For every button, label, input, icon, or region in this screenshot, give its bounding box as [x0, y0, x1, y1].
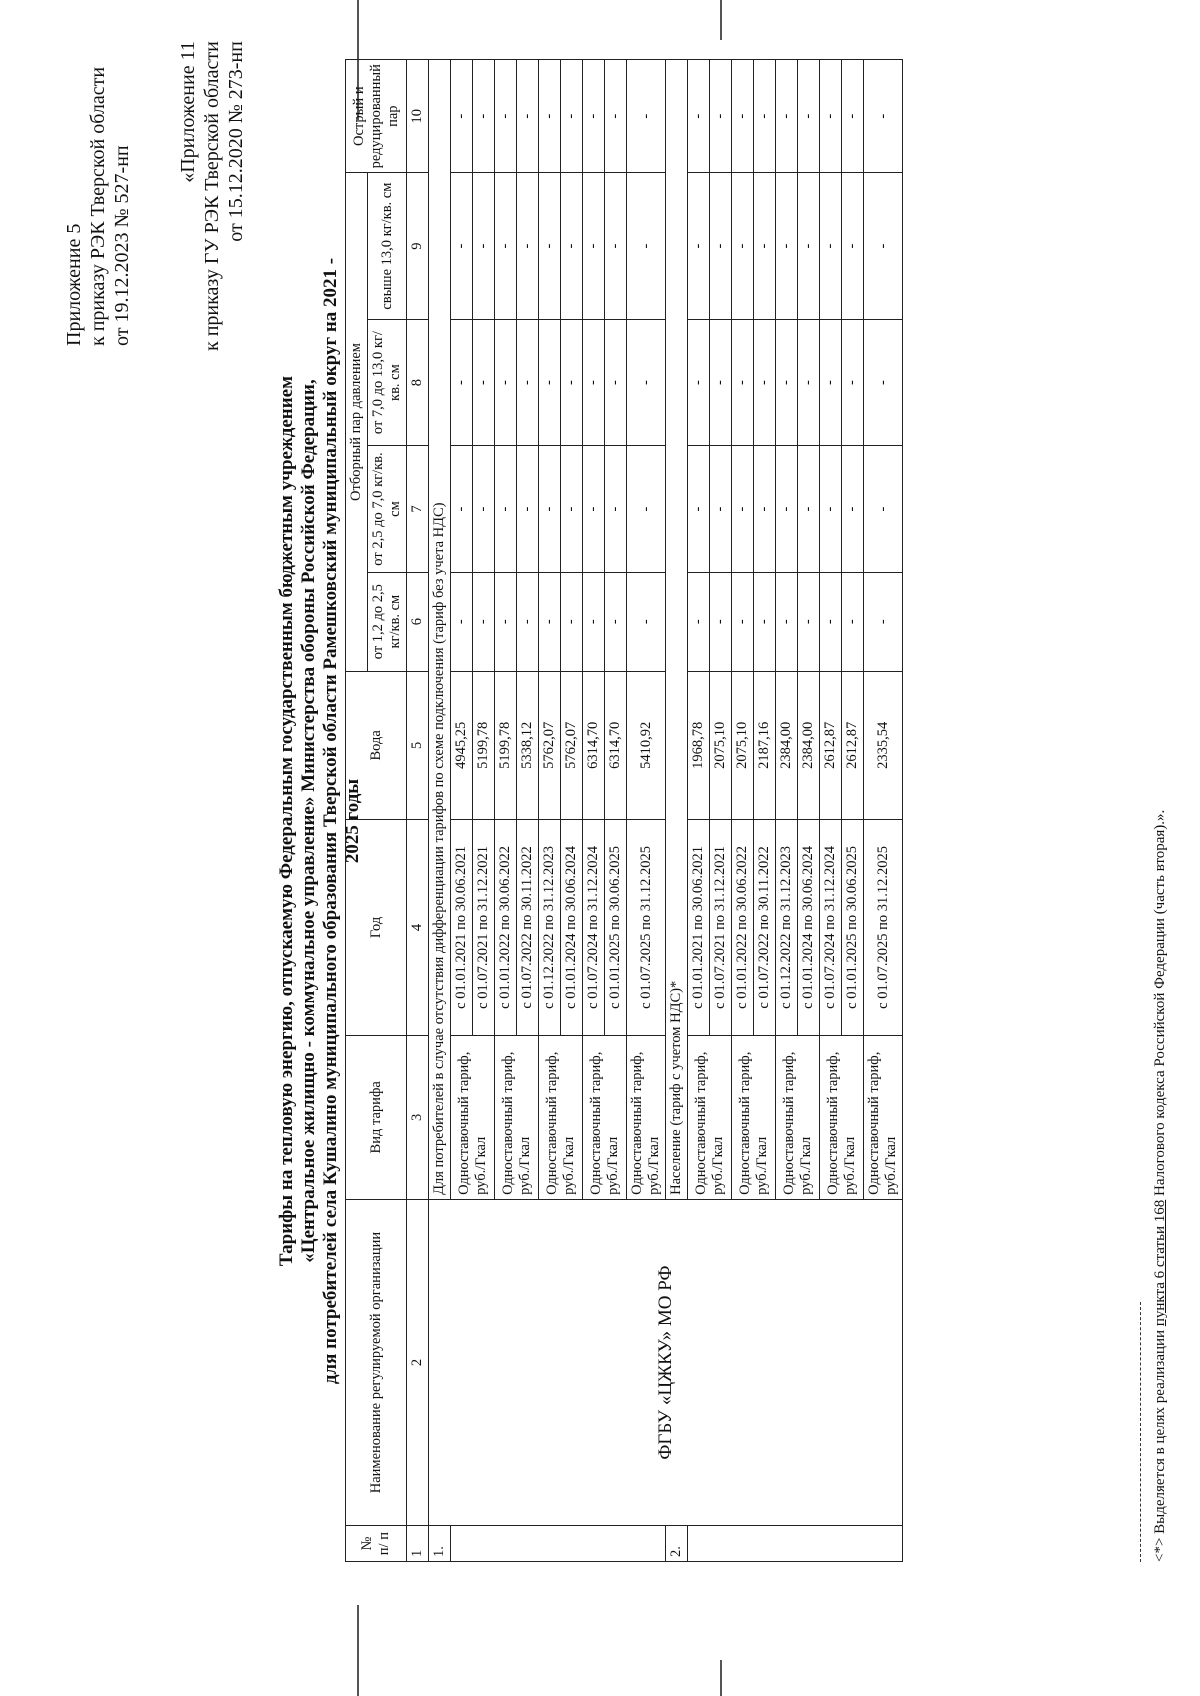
steam-tariff-cell: -	[517, 60, 539, 173]
steam-tariff-cell: -	[495, 60, 517, 173]
steam-tariff-cell: -	[754, 319, 776, 446]
steam-tariff-cell: -	[605, 446, 627, 572]
steam-tariff-cell: -	[688, 572, 710, 671]
col-number: 9	[407, 173, 429, 319]
steam-tariff-cell: -	[517, 319, 539, 446]
water-tariff-cell: 5199,78	[473, 671, 495, 820]
steam-tariff-cell: -	[583, 572, 605, 671]
footnote-link: пункта 6 статьи 168	[1152, 1199, 1168, 1327]
steam-tariff-cell: -	[864, 173, 903, 319]
water-tariff-cell: 6314,70	[605, 671, 627, 820]
col-number: 2	[407, 1199, 429, 1525]
table-body	[429, 60, 903, 1562]
steam-tariff-cell: -	[864, 446, 903, 572]
steam-tariff-cell: -	[732, 446, 754, 572]
water-tariff-cell: 5762,07	[539, 671, 561, 820]
steam-tariff-cell: -	[473, 572, 495, 671]
steam-tariff-cell: -	[539, 319, 561, 446]
water-tariff-cell: 5762,07	[561, 671, 583, 820]
steam-tariff-cell: -	[732, 319, 754, 446]
steam-tariff-cell: -	[539, 446, 561, 572]
steam-tariff-cell: -	[583, 173, 605, 319]
steam-tariff-cell: -	[732, 60, 754, 173]
steam-tariff-cell: -	[583, 446, 605, 572]
column-number-row	[407, 60, 429, 1562]
steam-tariff-cell: -	[754, 446, 776, 572]
steam-tariff-cell: -	[473, 446, 495, 572]
steam-tariff-cell: -	[539, 60, 561, 173]
steam-tariff-cell: -	[561, 60, 583, 173]
steam-tariff-cell: -	[842, 60, 864, 173]
steam-tariff-cell: -	[451, 60, 473, 173]
appendix-previous	[176, 41, 248, 351]
appendix-line: Приложение 5	[63, 223, 85, 346]
header-p1: от 1,2 до 2,5 кг/кв. см	[368, 572, 407, 671]
steam-tariff-cell: -	[627, 60, 666, 173]
tariff-type-cell: Одноставочный тариф, руб./Гкал	[451, 1035, 495, 1199]
water-tariff-cell: 6314,70	[583, 671, 605, 820]
col-number: 3	[407, 1035, 429, 1199]
section-title: Население (тариф с учетом НДС)*	[666, 60, 688, 1200]
col-number: 7	[407, 446, 429, 572]
steam-tariff-cell: -	[451, 446, 473, 572]
period-cell: с 01.01.2024 по 30.06.2024	[798, 820, 820, 1036]
steam-tariff-cell: -	[820, 319, 842, 446]
tariff-table	[345, 59, 903, 1562]
steam-tariff-cell: -	[517, 173, 539, 319]
period-cell: с 01.07.2021 по 31.12.2021	[473, 820, 495, 1036]
steam-tariff-cell: -	[688, 319, 710, 446]
period-cell: с 01.01.2021 по 30.06.2021	[688, 820, 710, 1036]
steam-tariff-cell: -	[842, 173, 864, 319]
header-org: Наименование регулируемой организации	[346, 1199, 407, 1525]
tariff-type-cell: Одноставочный тариф, руб./Гкал	[583, 1035, 627, 1199]
period-cell: с 01.01.2022 по 30.06.2022	[495, 820, 517, 1036]
period-cell: с 01.07.2025 по 31.12.2025	[627, 820, 666, 1036]
steam-tariff-cell: -	[561, 319, 583, 446]
steam-tariff-cell: -	[842, 319, 864, 446]
header-water: Вода	[346, 671, 407, 820]
steam-tariff-cell: -	[473, 60, 495, 173]
steam-tariff-cell: -	[710, 60, 732, 173]
tariff-type-cell: Одноставочный тариф, руб./Гкал	[776, 1035, 820, 1199]
period-cell: с 01.01.2021 по 30.06.2021	[451, 820, 473, 1036]
water-tariff-cell: 2187,16	[754, 671, 776, 820]
steam-tariff-cell: -	[561, 572, 583, 671]
steam-tariff-cell: -	[842, 446, 864, 572]
steam-tariff-cell: -	[605, 572, 627, 671]
steam-tariff-cell: -	[451, 173, 473, 319]
steam-tariff-cell: -	[583, 319, 605, 446]
steam-tariff-cell: -	[605, 60, 627, 173]
steam-tariff-cell: -	[798, 173, 820, 319]
steam-tariff-cell: -	[495, 173, 517, 319]
steam-tariff-cell: -	[583, 60, 605, 173]
steam-tariff-cell: -	[864, 572, 903, 671]
tariff-type-cell: Одноставочный тариф, руб./Гкал	[820, 1035, 864, 1199]
steam-tariff-cell: -	[605, 173, 627, 319]
steam-tariff-cell: -	[732, 572, 754, 671]
steam-tariff-cell: -	[798, 60, 820, 173]
period-cell: с 01.01.2025 по 30.06.2025	[842, 820, 864, 1036]
water-tariff-cell: 2075,10	[732, 671, 754, 820]
steam-tariff-cell: -	[688, 60, 710, 173]
section-row	[429, 60, 451, 1562]
steam-tariff-cell: -	[754, 572, 776, 671]
period-cell: с 01.01.2024 по 30.06.2024	[561, 820, 583, 1036]
steam-tariff-cell: -	[798, 446, 820, 572]
steam-tariff-cell: -	[710, 319, 732, 446]
steam-tariff-cell: -	[627, 319, 666, 446]
steam-tariff-cell: -	[820, 60, 842, 173]
steam-tariff-cell: -	[842, 572, 864, 671]
header-type: Вид тарифа	[346, 1035, 407, 1199]
header-year: Год	[346, 820, 407, 1036]
water-tariff-cell: 2384,00	[776, 671, 798, 820]
section-num: 1.	[429, 1526, 451, 1562]
appendix-line: к приказу ГУ РЭК Тверской области	[201, 41, 223, 351]
water-tariff-cell: 5410,92	[627, 671, 666, 820]
tariff-type-cell: Одноставочный тариф, руб./Гкал	[495, 1035, 539, 1199]
steam-tariff-cell: -	[820, 446, 842, 572]
appendix-line: от 15.12.2020 № 273-нп	[225, 41, 247, 242]
num-cell-empty	[688, 1526, 903, 1562]
steam-tariff-cell: -	[561, 446, 583, 572]
tariff-type-cell: Одноставочный тариф, руб./Гкал	[864, 1035, 903, 1199]
water-tariff-cell: 2075,10	[710, 671, 732, 820]
steam-tariff-cell: -	[495, 572, 517, 671]
footnote-suffix: Налогового кодекса Российской Федерации (часть вторая).».	[1152, 809, 1168, 1200]
steam-tariff-cell: -	[776, 572, 798, 671]
steam-tariff-cell: -	[451, 572, 473, 671]
steam-tariff-cell: -	[688, 173, 710, 319]
steam-tariff-cell: -	[473, 173, 495, 319]
steam-tariff-cell: -	[732, 173, 754, 319]
steam-tariff-cell: -	[820, 173, 842, 319]
steam-tariff-cell: -	[627, 173, 666, 319]
water-tariff-cell: 2612,87	[820, 671, 842, 820]
water-tariff-cell: 4945,25	[451, 671, 473, 820]
steam-tariff-cell: -	[820, 572, 842, 671]
steam-tariff-cell: -	[776, 319, 798, 446]
col-number: 5	[407, 671, 429, 820]
header-p2: от 2,5 до 7,0 кг/кв. см	[368, 446, 407, 572]
title-line: для потребителей села Кушалино муниципального образования Тверской области Рамешковский муниципальный округ на 2021 - 2025 годы	[320, 257, 363, 1385]
steam-tariff-cell: -	[798, 319, 820, 446]
header-steam-group: Отборный пар давлением	[346, 173, 368, 671]
steam-tariff-cell: -	[495, 319, 517, 446]
period-cell: с 01.01.2025 по 30.06.2025	[605, 820, 627, 1036]
steam-tariff-cell: -	[539, 572, 561, 671]
appendix-line: от 19.12.2023 № 527-нп	[111, 145, 133, 346]
header-sharp-steam: Острый и редуцированный пар	[346, 60, 407, 173]
steam-tariff-cell: -	[864, 60, 903, 173]
steam-tariff-cell: -	[451, 319, 473, 446]
steam-tariff-cell: -	[776, 60, 798, 173]
period-cell: с 01.07.2024 по 31.12.2024	[820, 820, 842, 1036]
steam-tariff-cell: -	[473, 319, 495, 446]
appendix-line: к приказу РЭК Тверской области	[87, 66, 109, 346]
steam-tariff-cell: -	[495, 446, 517, 572]
appendix-line: «Приложение 11	[177, 41, 199, 183]
period-cell: с 01.12.2022 по 31.12.2023	[776, 820, 798, 1036]
header-num: № п/ п	[346, 1526, 407, 1562]
section-num: 2.	[666, 1526, 688, 1562]
title-line: «Центральное жилищно - коммунальное управление» Министерства обороны Российской Федерации,	[298, 379, 319, 1263]
steam-tariff-cell: -	[517, 572, 539, 671]
period-cell: с 01.07.2022 по 30.11.2022	[517, 820, 539, 1036]
appendix-current	[62, 67, 134, 346]
steam-tariff-cell: -	[605, 319, 627, 446]
period-cell: с 01.12.2022 по 31.12.2023	[539, 820, 561, 1036]
col-number: 10	[407, 60, 429, 173]
water-tariff-cell: 2335,54	[864, 671, 903, 820]
period-cell: с 01.07.2022 по 30.11.2022	[754, 820, 776, 1036]
header-p3: от 7,0 до 13,0 кг/кв. см	[368, 319, 407, 446]
footnote-prefix: <*> Выделяется в целях реализации	[1152, 1326, 1168, 1562]
steam-tariff-cell: -	[864, 319, 903, 446]
water-tariff-cell: 2612,87	[842, 671, 864, 820]
steam-tariff-cell: -	[627, 572, 666, 671]
tariff-type-cell: Одноставочный тариф, руб./Гкал	[539, 1035, 583, 1199]
steam-tariff-cell: -	[561, 173, 583, 319]
col-number: 1	[407, 1526, 429, 1562]
col-number: 8	[407, 319, 429, 446]
steam-tariff-cell: -	[710, 446, 732, 572]
steam-tariff-cell: -	[710, 173, 732, 319]
period-cell: с 01.01.2022 по 30.06.2022	[732, 820, 754, 1036]
title-line: Тарифы на тепловую энергию, отпускаемую Федеральным государственным бюджетным учреждением	[276, 375, 297, 1267]
col-number: 6	[407, 572, 429, 671]
period-cell: с 01.07.2024 по 31.12.2024	[583, 820, 605, 1036]
footnote-divider	[1140, 1302, 1141, 1562]
steam-tariff-cell: -	[517, 446, 539, 572]
period-cell: с 01.07.2021 по 31.12.2021	[710, 820, 732, 1036]
steam-tariff-cell: -	[754, 60, 776, 173]
steam-tariff-cell: -	[776, 446, 798, 572]
header-row	[346, 60, 368, 1562]
water-tariff-cell: 5199,78	[495, 671, 517, 820]
section-title: Для потребителей в случае отсутствия дифференциации тарифов по схеме подключения (тариф без учета НДС)	[429, 60, 451, 1200]
tariff-type-cell: Одноставочный тариф, руб./Гкал	[732, 1035, 776, 1199]
water-tariff-cell: 1968,78	[688, 671, 710, 820]
steam-tariff-cell: -	[627, 446, 666, 572]
steam-tariff-cell: -	[798, 572, 820, 671]
steam-tariff-cell: -	[776, 173, 798, 319]
steam-tariff-cell: -	[710, 572, 732, 671]
steam-tariff-cell: -	[539, 173, 561, 319]
water-tariff-cell: 5338,12	[517, 671, 539, 820]
tariff-type-cell: Одноставочный тариф, руб./Гкал	[627, 1035, 666, 1199]
num-cell-empty	[451, 1526, 666, 1562]
water-tariff-cell: 2384,00	[798, 671, 820, 820]
steam-tariff-cell: -	[754, 173, 776, 319]
organization-name: ФГБУ «ЦЖКУ» МО РФ	[429, 1199, 903, 1525]
steam-tariff-cell: -	[688, 446, 710, 572]
col-number: 4	[407, 820, 429, 1036]
header-p4: свыше 13,0 кг/кв. см	[368, 173, 407, 319]
period-cell: с 01.07.2025 по 31.12.2025	[864, 820, 903, 1036]
footnote	[1152, 810, 1169, 1562]
tariff-type-cell: Одноставочный тариф, руб./Гкал	[688, 1035, 732, 1199]
